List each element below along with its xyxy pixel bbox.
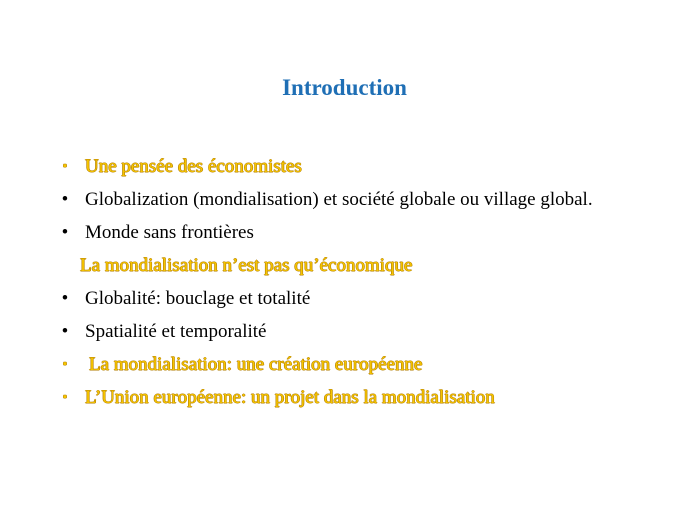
list-item <box>55 385 655 410</box>
slide-title: Introduction <box>282 75 407 100</box>
list-item <box>55 319 655 344</box>
list-item <box>55 286 655 311</box>
list-item <box>55 352 655 377</box>
round-bullet-icon: • <box>61 189 69 210</box>
list-item <box>55 253 655 278</box>
round-bullet-icon: • <box>61 321 69 342</box>
square-bullet-icon: ▪ <box>63 391 67 403</box>
square-bullet-icon: ▪ <box>63 160 67 172</box>
list-item-text: Globalité: bouclage et totalité <box>85 288 311 309</box>
list-item-text: Spatialité et temporalité <box>85 321 267 342</box>
round-bullet-icon: • <box>61 222 69 243</box>
list-item <box>55 187 655 212</box>
list-item <box>55 154 655 179</box>
bullet-list <box>55 154 655 418</box>
list-item-text: La mondialisation: une création européenne <box>89 354 423 375</box>
list-item-text: Monde sans frontières <box>85 222 254 243</box>
list-item-text: Une pensée des économistes <box>85 156 302 177</box>
square-bullet-icon: ▪ <box>63 358 67 370</box>
list-item-text: La mondialisation n’est pas qu’économique <box>80 255 413 276</box>
list-item-text: L’Union européenne: un projet dans la mondialisation <box>85 387 495 408</box>
list-item <box>55 220 655 245</box>
round-bullet-icon: • <box>61 288 69 309</box>
list-item-text: Globalization (mondialisation) et société globale ou village global. <box>85 189 593 210</box>
